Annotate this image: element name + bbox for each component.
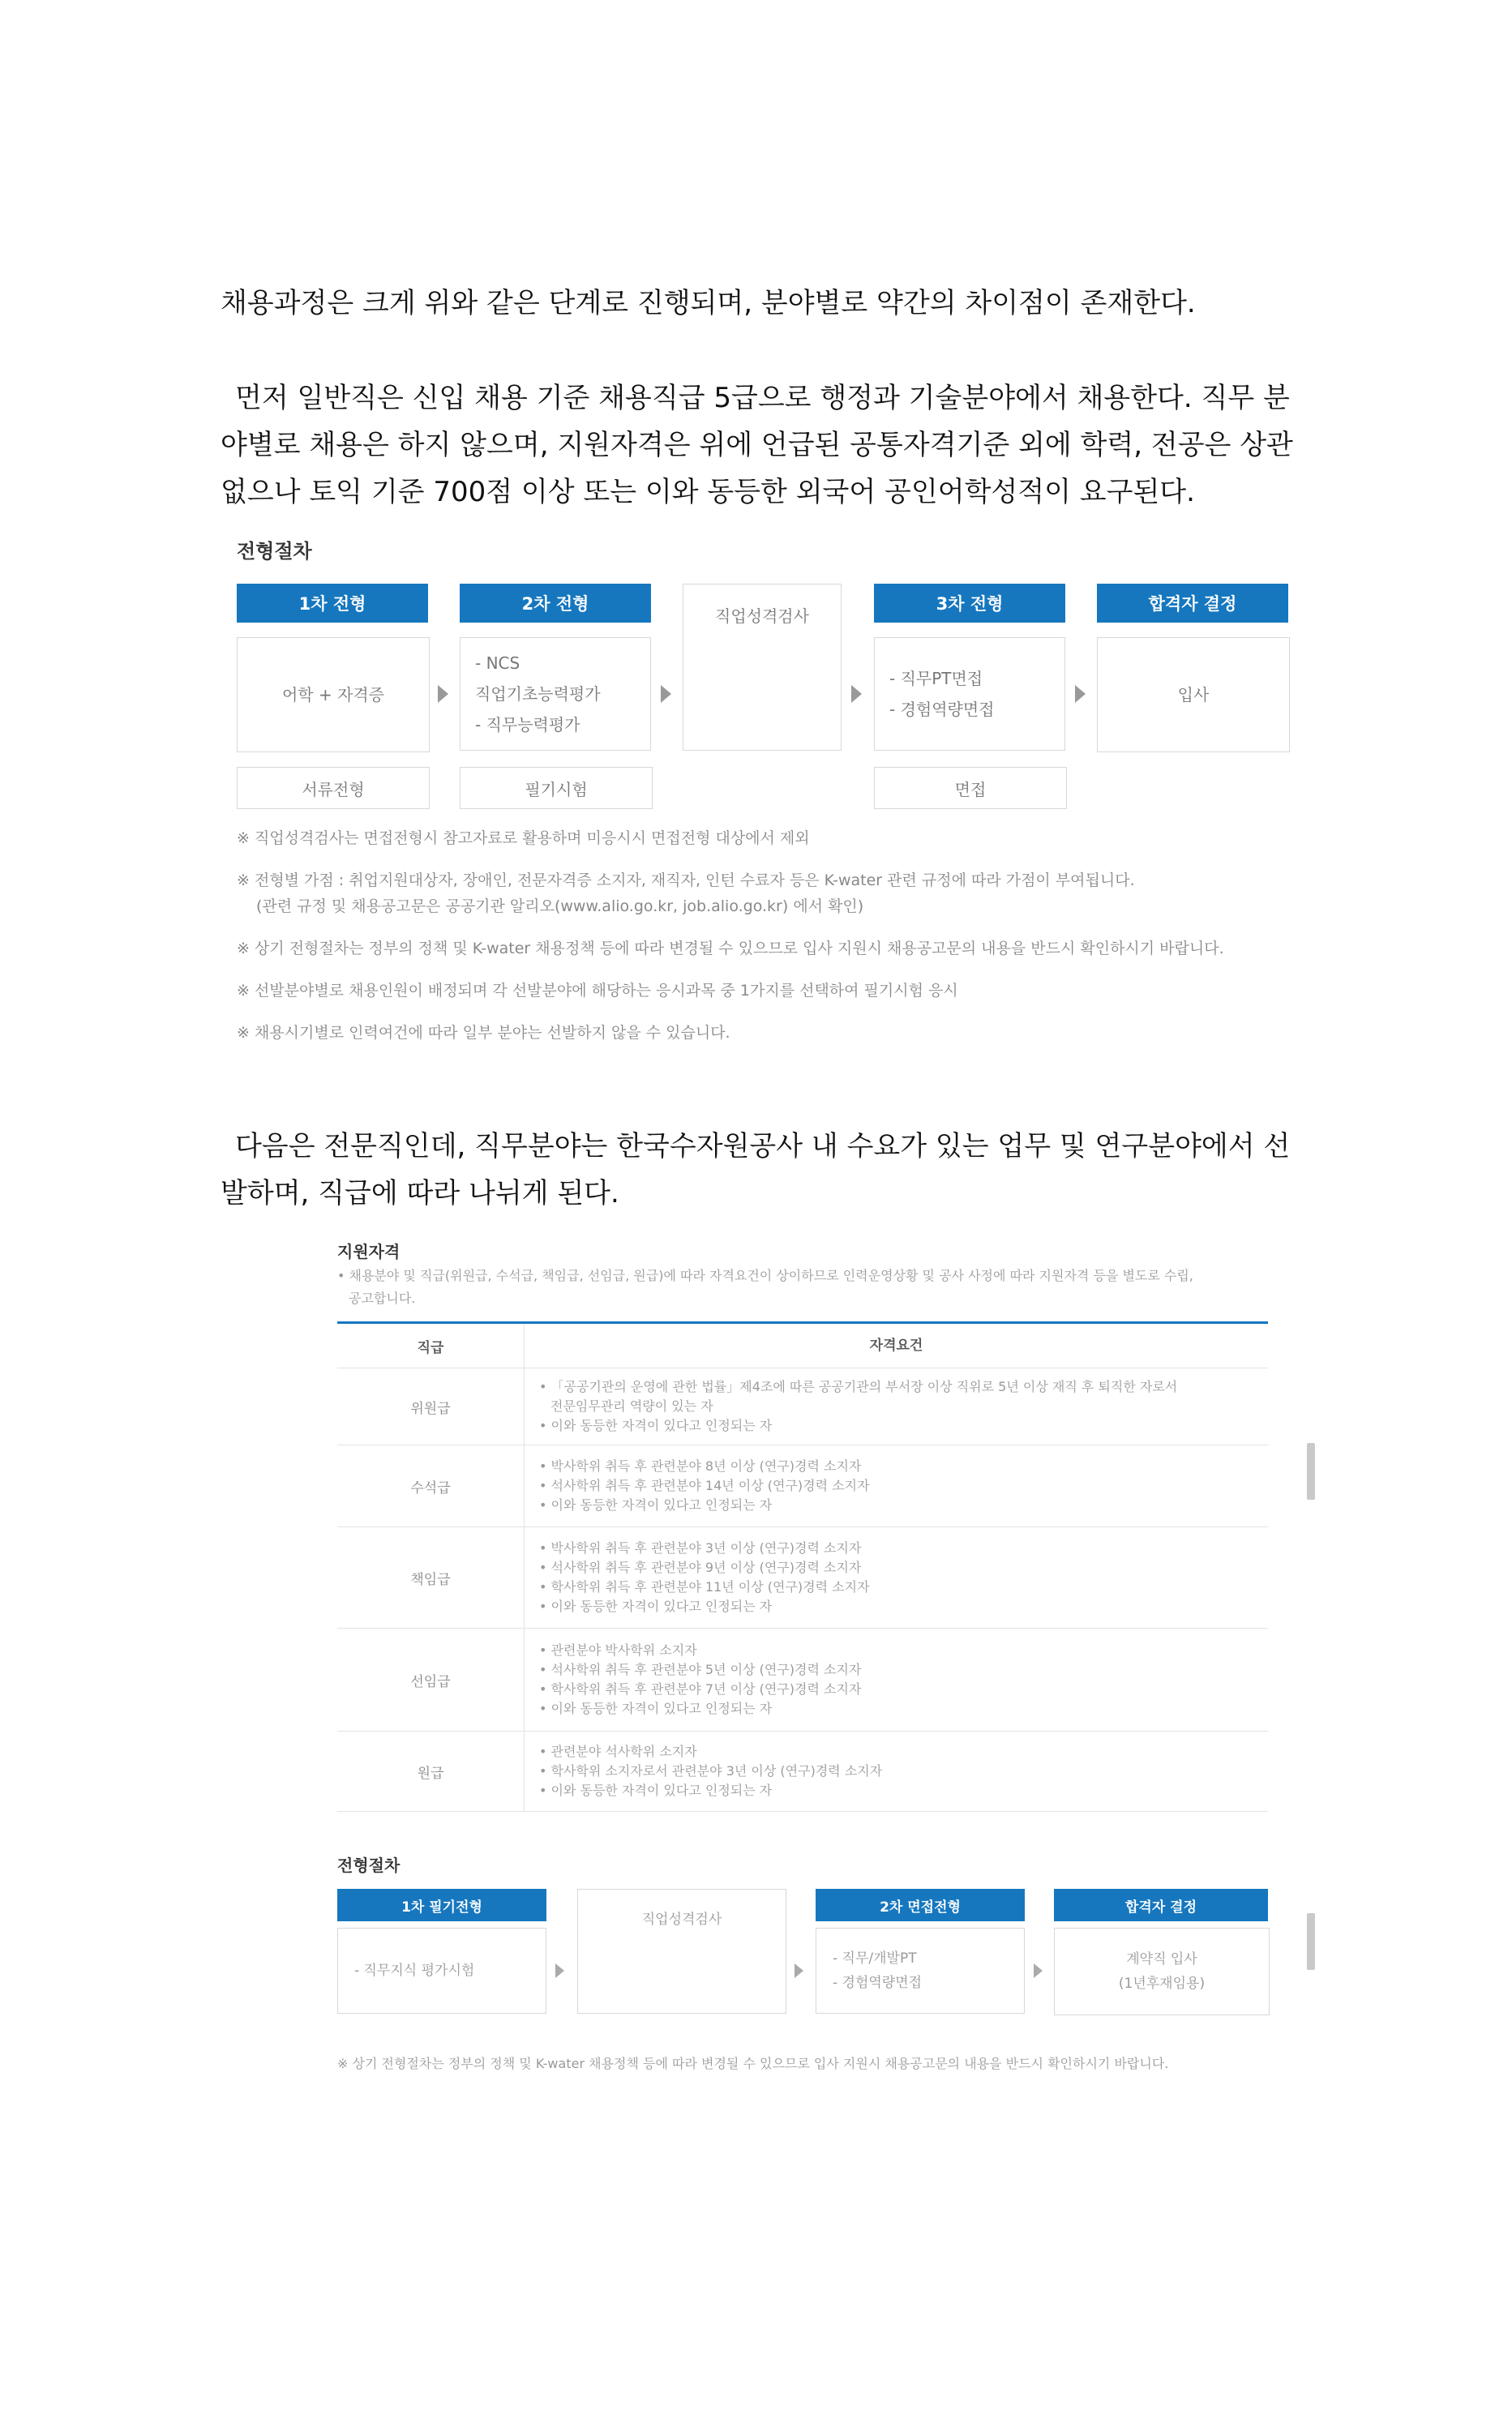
stage2-tag: 필기시험 xyxy=(460,767,653,809)
table-header-requirements: 자격요건 xyxy=(869,1338,923,1354)
stage3-line: - 직무PT면접 xyxy=(889,669,983,688)
requirements-cell xyxy=(525,1732,1268,1811)
stage1-header: 1차 전형 xyxy=(237,584,428,623)
personality-test-box xyxy=(683,584,842,751)
arrow-icon xyxy=(555,1963,564,1978)
final-line: (1년후재임용) xyxy=(1118,1976,1206,1992)
stage1-line: 어학 + 자격증 xyxy=(281,685,385,704)
final-box xyxy=(1097,637,1290,752)
arrow-icon xyxy=(1075,685,1086,703)
grade-cell: 위원급 xyxy=(337,1368,525,1445)
requirement-line: • 관련분야 박사학위 소지자 xyxy=(539,1642,697,1658)
table-header-grade: 직급 xyxy=(337,1324,525,1368)
process-note: ※ 직업성격검사는 면접전형시 참고자료로 활용하며 미응시시 면접전형 대상에서 제외 xyxy=(237,829,810,847)
stage1-header: 1차 필기전형 xyxy=(337,1889,546,1921)
qualification-title: 지원자격 xyxy=(337,1242,400,1261)
requirement-line: • 석사학위 취득 후 관련분야 9년 이상 (연구)경력 소지자 xyxy=(539,1560,862,1575)
qualification-table xyxy=(337,1321,1268,1812)
stage3-tag: 면접 xyxy=(874,767,1067,809)
requirement-line: • 이와 동등한 자격이 있다고 인정되는 자 xyxy=(539,1599,773,1614)
qualification-subtitle-line: 공고합니다. xyxy=(349,1291,416,1306)
stage2-line: - 경험역량면접 xyxy=(833,1975,923,1991)
stage3-header: 3차 전형 xyxy=(874,584,1065,623)
stage3-line: - 경험역량면접 xyxy=(889,700,995,719)
requirement-line: • 관련분야 석사학위 소지자 xyxy=(539,1744,697,1759)
requirement-line: 전문임무관리 역량이 있는 자 xyxy=(550,1398,713,1414)
requirement-line: • 이와 동등한 자격이 있다고 인정되는 자 xyxy=(539,1783,773,1798)
requirement-line: • 이와 동등한 자격이 있다고 인정되는 자 xyxy=(539,1497,773,1513)
general-position-paragraph: 먼저 일반직은 신입 채용 기준 채용직급 5급으로 행정과 기술분야에서 채용한다. 직무 분야별로 채용은 하지 않으며, 지원자격은 위에 언급된 공통자격기준 외에 학력, 전공은 상관없으나 토익 기준 700점 이상 또는 이와 동등한 외국어 공인어학성적이 요구된다. xyxy=(221,382,1293,508)
requirement-line: • 박사학위 취득 후 관련분야 3년 이상 (연구)경력 소지자 xyxy=(539,1540,862,1556)
process-note: ※ 전형별 가점 : 취업지원대상자, 장애인, 전문자격증 소지자, 재직자, 인턴 수료자 등은 K-water 관련 규정에 따라 가점이 부여됩니다. xyxy=(237,871,1135,889)
specialist-panel xyxy=(324,1224,1320,2147)
personality-test-box xyxy=(577,1889,786,2014)
stage2-header: 2차 면접전형 xyxy=(816,1889,1025,1921)
qualification-subtitle xyxy=(337,1265,1278,1310)
final-header: 합격자 결정 xyxy=(1054,1889,1268,1921)
process-title: 전형절차 xyxy=(237,540,312,563)
general-process-panel xyxy=(221,527,1317,1059)
stage1-line: - 직무지식 평가시험 xyxy=(354,1963,475,1979)
requirement-line: • 학사학위 취득 후 관련분야 11년 이상 (연구)경력 소지자 xyxy=(539,1579,870,1595)
stage2-box xyxy=(460,637,651,751)
personality-test-label: 직업성격검사 xyxy=(715,606,809,626)
grade-cell: 원급 xyxy=(337,1732,525,1811)
requirement-line: • 석사학위 취득 후 관련분야 14년 이상 (연구)경력 소지자 xyxy=(539,1478,870,1493)
grade-cell: 수석급 xyxy=(337,1445,525,1526)
requirement-line: • 학사학위 소지자로서 관련분야 3년 이상 (연구)경력 소지자 xyxy=(539,1763,883,1779)
requirements-cell xyxy=(525,1368,1268,1445)
scrollbar-thumb[interactable] xyxy=(1307,1913,1315,1970)
requirement-line: • 「공공기관의 운영에 관한 법률」제4조에 따른 공공기관의 부서장 이상 직위로 5년 이상 재직 후 퇴직한 자로서 xyxy=(539,1379,1178,1394)
requirement-line: • 이와 동등한 자격이 있다고 인정되는 자 xyxy=(539,1418,773,1433)
final-box xyxy=(1054,1928,1270,2015)
stage2-line: - NCS xyxy=(475,653,520,673)
personality-test-label: 직업성격검사 xyxy=(641,1912,722,1928)
final-line: 입사 xyxy=(1177,685,1210,704)
requirement-line: • 석사학위 취득 후 관련분야 5년 이상 (연구)경력 소지자 xyxy=(539,1662,862,1677)
table-row xyxy=(337,1629,1268,1732)
stage2-line: - 직무/개발PT xyxy=(833,1950,917,1967)
scrollbar-thumb[interactable] xyxy=(1307,1443,1315,1500)
stage2-box xyxy=(816,1928,1025,2014)
qualification-subtitle-line: • 채용분야 및 직급(위원급, 수석급, 책임급, 선임급, 원급)에 따라 자격요건이 상이하므로 인력운영상황 및 공사 사정에 따라 지원자격 등을 별도로 수립, xyxy=(337,1268,1193,1283)
arrow-icon xyxy=(438,685,448,703)
requirements-cell xyxy=(525,1629,1268,1731)
table-row xyxy=(337,1445,1268,1527)
table-row xyxy=(337,1368,1268,1445)
requirement-line: • 이와 동등한 자격이 있다고 인정되는 자 xyxy=(539,1701,773,1716)
table-header-row xyxy=(337,1324,1268,1368)
table-row xyxy=(337,1732,1268,1812)
process-note: ※ 상기 전형절차는 정부의 정책 및 K-water 채용정책 등에 따라 변경될 수 있으므로 입사 지원시 채용공고문의 내용을 반드시 확인하시기 바랍니다. xyxy=(337,2056,1169,2071)
requirement-line: • 박사학위 취득 후 관련분야 8년 이상 (연구)경력 소지자 xyxy=(539,1458,862,1474)
stage1-box xyxy=(237,637,430,752)
arrow-icon xyxy=(1034,1963,1043,1978)
process-title: 전형절차 xyxy=(337,1856,400,1875)
process-note: ※ 선발분야별로 채용인원이 배정되며 각 선발분야에 해당하는 응시과목 중 1가지를 선택하여 필기시험 응시 xyxy=(237,982,958,1000)
arrow-icon xyxy=(851,685,862,703)
arrow-icon xyxy=(661,685,671,703)
process-note: (관련 규정 및 채용공고문은 공공기관 알리오(www.alio.go.kr, job.alio.go.kr) 에서 확인) xyxy=(256,897,864,915)
requirement-line: • 학사학위 취득 후 관련분야 7년 이상 (연구)경력 소지자 xyxy=(539,1681,862,1697)
stage2-header: 2차 전형 xyxy=(460,584,651,623)
process-note: ※ 채용시기별로 인력여건에 따라 일부 분야는 선발하지 않을 수 있습니다. xyxy=(237,1024,730,1042)
stage3-box xyxy=(874,637,1065,751)
requirements-cell xyxy=(525,1445,1268,1526)
table-row xyxy=(337,1527,1268,1629)
final-header: 합격자 결정 xyxy=(1097,584,1288,623)
stage2-line: 직업기초능력평가 xyxy=(475,684,601,704)
stage1-box xyxy=(337,1928,546,2014)
process-note: ※ 상기 전형절차는 정부의 정책 및 K-water 채용정책 등에 따라 변경될 수 있으므로 입사 지원시 채용공고문의 내용을 반드시 확인하시기 바랍니다. xyxy=(237,940,1224,957)
stage2-line: - 직무능력평가 xyxy=(475,715,580,734)
requirements-cell xyxy=(525,1527,1268,1628)
intro-paragraph: 채용과정은 크게 위와 같은 단계로 진행되며, 분야별로 약간의 차이점이 존재한다. xyxy=(221,287,1196,319)
grade-cell: 선임급 xyxy=(337,1629,525,1731)
stage1-tag: 서류전형 xyxy=(237,767,430,809)
arrow-icon xyxy=(795,1963,803,1978)
grade-cell: 책임급 xyxy=(337,1527,525,1628)
final-line: 계약직 입사 xyxy=(1126,1951,1197,1967)
specialist-position-paragraph: 다음은 전문직인데, 직무분야는 한국수자원공사 내 수요가 있는 업무 및 연구분야에서 선발하며, 직급에 따라 나뉘게 된다. xyxy=(221,1130,1291,1210)
